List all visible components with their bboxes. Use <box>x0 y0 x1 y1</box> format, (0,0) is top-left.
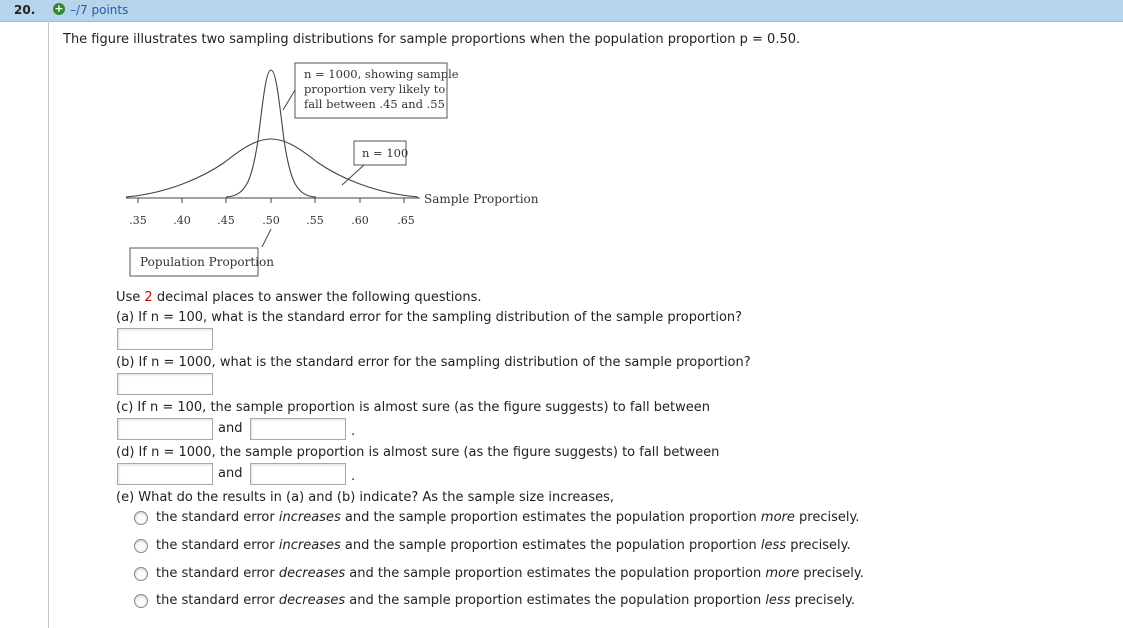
answer-c-upper-input[interactable] <box>250 418 346 440</box>
option-2[interactable] <box>134 538 851 553</box>
tick-label: .40 <box>173 214 191 227</box>
option-label: the standard error increases and the sample proportion estimates the population proportion more precisely. <box>156 510 860 525</box>
answer-d-upper-input[interactable] <box>250 463 346 485</box>
question-a: (a) If n = 100, what is the standard error for the sampling distribution of the sample proportion? <box>116 310 743 325</box>
question-c: (c) If n = 100, the sample proportion is almost sure (as the figure suggests) to fall between <box>116 400 711 415</box>
option-label: the standard error decreases and the sample proportion estimates the population proportion more precisely. <box>156 566 864 581</box>
expand-icon[interactable]: + <box>54 2 64 15</box>
question-b: (b) If n = 1000, what is the standard error for the sampling distribution of the sample proportion? <box>116 355 751 370</box>
tick-label: .65 <box>397 214 415 227</box>
tick-label: .45 <box>217 214 235 227</box>
answer-d-lower-input[interactable] <box>117 463 213 485</box>
radio-button[interactable] <box>134 539 148 553</box>
tick-label: .55 <box>306 214 324 227</box>
axis-label: Sample Proportion <box>424 192 539 206</box>
population-arrow <box>262 229 271 247</box>
and-label: and <box>218 466 243 481</box>
points-link[interactable]: –/7 points <box>70 3 129 17</box>
answer-b-input[interactable] <box>117 373 213 395</box>
callout-n1000-line: proportion very likely to <box>304 82 446 96</box>
instructions: Use 2 decimal places to answer the following questions. <box>116 290 482 305</box>
option-3[interactable] <box>134 566 864 581</box>
population-label: Population Proportion <box>140 255 274 269</box>
tick-label: .50 <box>262 214 280 227</box>
option-label: the standard error increases and the sample proportion estimates the population proportion less precisely. <box>156 538 851 553</box>
callout-n1000-line: n = 1000, showing sample <box>304 67 459 81</box>
tick-marks <box>138 198 404 203</box>
callout-n1000-arrow <box>283 90 295 110</box>
period: . <box>351 424 356 439</box>
sampling-distribution-figure <box>0 0 1123 290</box>
callout-n1000-line: fall between .45 and .55 <box>304 97 445 111</box>
answer-c-lower-input[interactable] <box>117 418 213 440</box>
and-label: and <box>218 421 243 436</box>
radio-button[interactable] <box>134 594 148 608</box>
question-d: (d) If n = 1000, the sample proportion is almost sure (as the figure suggests) to fall between <box>116 445 720 460</box>
period: . <box>351 469 356 484</box>
tick-label: .35 <box>129 214 147 227</box>
option-1[interactable] <box>134 510 859 525</box>
option-4[interactable] <box>134 593 855 608</box>
option-label: the standard error decreases and the sample proportion estimates the population proportion less precisely. <box>156 593 856 608</box>
question-number: 20. <box>14 3 36 17</box>
radio-button[interactable] <box>134 511 148 525</box>
tick-label: .60 <box>351 214 369 227</box>
callout-n100-arrow <box>342 165 364 185</box>
decimal-count: 2 <box>144 290 153 305</box>
radio-button[interactable] <box>134 567 148 581</box>
question-e: (e) What do the results in (a) and (b) indicate? As the sample size increases, <box>116 490 615 505</box>
intro-text: The figure illustrates two sampling distributions for sample proportions when the population proportion p = 0.50. <box>63 32 801 47</box>
answer-a-input[interactable] <box>117 328 213 350</box>
callout-n100-label: n = 100 <box>362 146 409 160</box>
